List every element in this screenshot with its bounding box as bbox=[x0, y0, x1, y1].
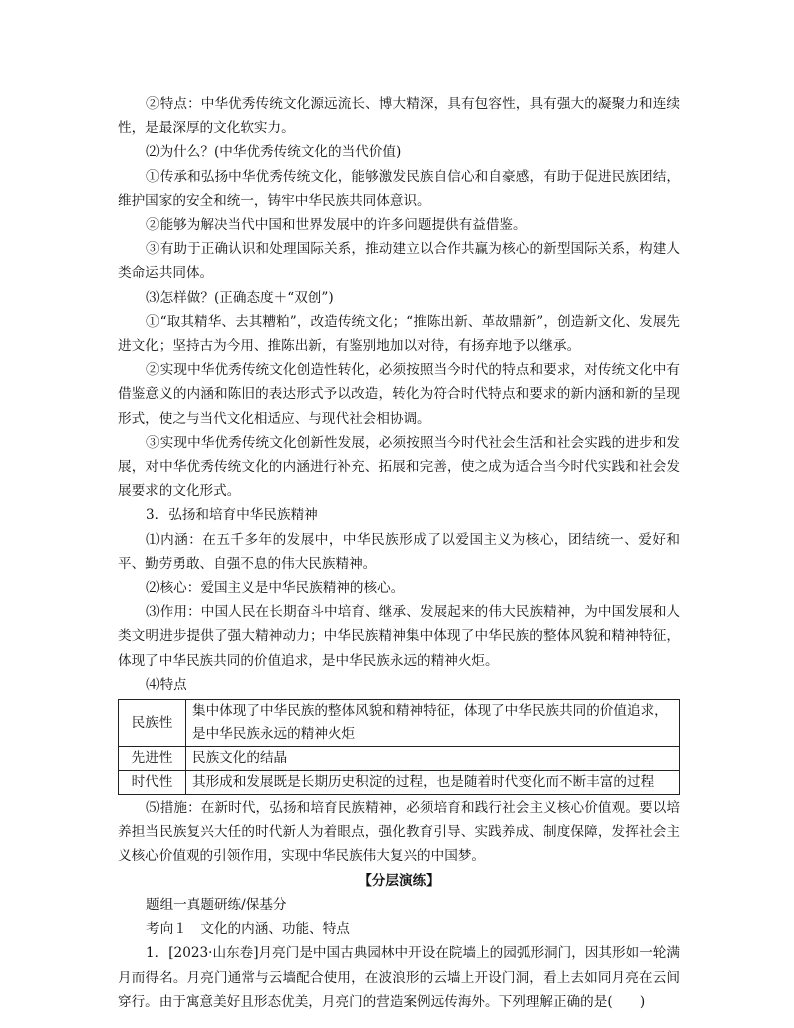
spirit-role: ⑶作用：中国人民在长期奋斗中培育、继承、发展起来的伟大民族精神，为中国发展和人类文明进步提供了强大精神动力；中华民族精神集中体现了中华民族的整体风貌和精神特征，体现了中华民族共同的价值追求，是中华民族永远的精神火炬。 bbox=[118, 604, 680, 669]
value-point-2: ②能够为解决当代中国和世界发展中的许多问题提供有益借鉴。 bbox=[146, 217, 527, 234]
trait-name: 时代性 bbox=[119, 771, 186, 795]
spirit-core: ⑵核心：爱国主义是中华民族精神的核心。 bbox=[146, 580, 405, 597]
how-point-3: ③实现中华优秀传统文化创新性发展，必须按照当今时代社会生活和社会实践的进步和发展，对中华优秀传统文化的内涵进行补充、拓展和完善，使之成为适合当今时代实践和社会发展要求的文化形式。 bbox=[118, 434, 680, 500]
trait-name: 先进性 bbox=[119, 747, 186, 771]
table-row bbox=[119, 747, 680, 771]
traits-paragraph: ②特点：中华优秀传统文化源远流长、博大精深，具有包容性，具有强大的凝聚力和连续性，是最深厚的文化软实力。 bbox=[118, 96, 680, 137]
trait-name: 民族性 bbox=[119, 700, 186, 747]
section-title: 【分层演练】 bbox=[358, 872, 440, 889]
value-point-1: ①传承和弘扬中华优秀传统文化，能够激发民族自信心和自豪感，有助于促进民族团结，维护国家的安全和统一，铸牢中华民族共同体意识。 bbox=[118, 168, 680, 209]
document-page bbox=[118, 92, 680, 1014]
how-point-2: ②实现中华优秀传统文化创造性转化，必须按照当今时代的特点和要求，对传统文化中有借鉴意义的内涵和陈旧的表达形式予以改造，转化为符合时代特点和要求的新内涵和新的呈现形式，使之与当代文化相适应、与现代社会相协调。 bbox=[118, 362, 680, 427]
measures-paragraph: ⑸措施：在新时代，弘扬和培育民族精神，必须培育和践行社会主义核心价值观。要以培养担当民族复兴大任的时代新人为着眼点，强化教育引导、实践养成、制度保障，发挥社会主义核心价值观的引领作用，实现中华民族伟大复兴的中国梦。 bbox=[118, 800, 680, 865]
direction-title: 考向１ 文化的内涵、功能、特点 bbox=[146, 921, 350, 938]
group-title: 题组一真题研练/保基分 bbox=[146, 896, 287, 913]
traits-table bbox=[118, 699, 680, 795]
spirit-connotation: ⑴内涵：在五千多年的发展中，中华民族形成了以爱国主义为核心，团结统一、爱好和平、勤劳勇敢、自强不息的伟大民族精神。 bbox=[118, 531, 680, 572]
how-heading: ⑶怎样做？(正确态度＋“双创”) bbox=[146, 289, 334, 306]
section-3-heading: 3．弘扬和培育中华民族精神 bbox=[146, 507, 318, 524]
question-1: 1．[2023·山东卷]月亮门是中国古典园林中开设在院墙上的园弧形洞门，因其形如一轮满月而得名。月亮门通常与云墙配合使用，在波浪形的云墙上开设门洞，看上去如同月亮在云间穿行。由于寓意美好且形态优美，月亮门的营造案例远传海外。下列理解正确的是( ) bbox=[118, 945, 680, 1010]
trait-desc: 其形成和发展既是长期历史积淀的过程，也是随着时代变化而不断丰富的过程 bbox=[186, 771, 680, 795]
why-heading: ⑵为什么？(中华优秀传统文化的当代价值) bbox=[146, 144, 402, 161]
value-point-3: ③有助于正确认识和处理国际关系，推动建立以合作共赢为核心的新型国际关系，构建人类命运共同体。 bbox=[118, 241, 680, 282]
table-row bbox=[119, 771, 680, 795]
how-point-1: ①“取其精华、去其糟粕”，改造传统文化；“推陈出新、革故鼎新”，创造新文化、发展先进文化；坚持古为今用、推陈出新，有鉴别地加以对待，有扬弃地予以继承。 bbox=[118, 313, 680, 355]
table-row bbox=[119, 700, 680, 747]
trait-desc: 集中体现了中华民族的整体风貌和精神特征，体现了中华民族共同的价值追求，是中华民族永远的精神火炬 bbox=[186, 700, 680, 747]
trait-desc: 民族文化的结晶 bbox=[186, 747, 680, 771]
spirit-traits-heading: ⑷特点 bbox=[146, 676, 187, 693]
